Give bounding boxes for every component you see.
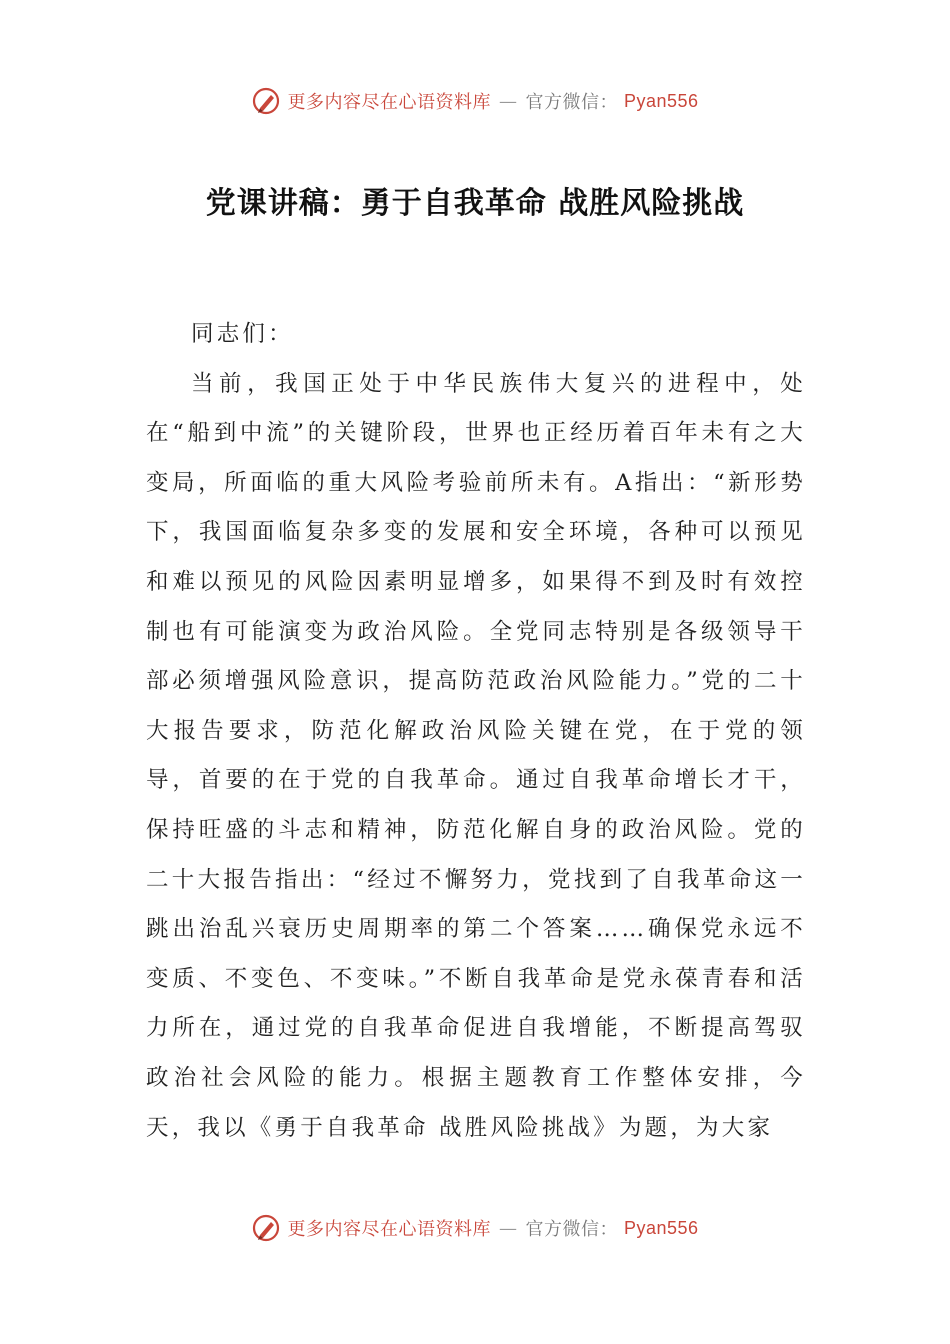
watermark-brand-text: 更多内容尽在心语资料库	[287, 1219, 491, 1240]
watermark-wechat-id: Pyan556	[623, 90, 699, 111]
watermark-separator: —	[498, 90, 518, 112]
document-title: 党课讲稿：勇于自我革命 战胜风险挑战	[205, 186, 745, 221]
watermark-separator: —	[498, 1217, 518, 1239]
watermark-wechat-id: Pyan556	[623, 1217, 699, 1238]
watermark-label: 官方微信：	[525, 1219, 618, 1240]
pen-logo-icon	[251, 1213, 281, 1243]
paragraph-1: 当前，我国正处于中华民族伟大复兴的进程中，处在“船到中流”的关键阶段，世界也正经历着百年未有之大变局，所面临的重大风险考验前所未有。A指出：“新形势下，我国面临复杂多变的发展和安全环境，各种可以预见和难以预见的风险因素明显增多，如果得不到及时有效控制也有可能演变为政治风险。全党同志特别是各级领导干部必须增强风险意识，提高防范政治风险能力。”党的二十大报告要求，防范化解政治风险关键在党，在于党的领导，首要的在于党的自我革命。通过自我革命增长才干，保持旺盛的斗志和精神，防范化解自身的政治风险。党的二十大报告指出：“经过不懈努力，党找到了自我革命这一跳出治乱兴衰历史周期率的第二个答案……确保党永远不变质、不变色、不变味。”不断自我革命是党永葆青春和活力所在，通过党的自我革命促进自我增能，不断提高驾驭政治社会风险的能力。根据主题教育工作整体安排，今天，我以《勇于自我革命 战胜风险挑战》为题，为大家	[146, 370, 806, 1141]
pen-logo-icon	[251, 86, 281, 116]
watermark-label: 官方微信：	[525, 92, 618, 113]
footer-watermark	[0, 1213, 950, 1243]
document-body	[146, 310, 806, 1153]
header-watermark	[0, 86, 950, 116]
salutation: 同志们：	[191, 321, 294, 347]
watermark-brand-text: 更多内容尽在心语资料库	[287, 92, 491, 113]
